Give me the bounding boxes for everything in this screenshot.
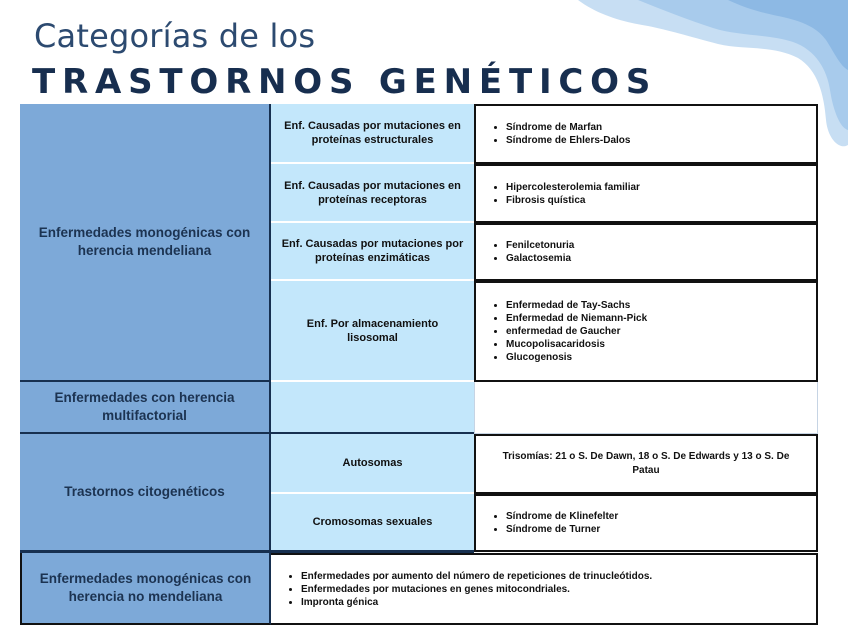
bullet-list: [490, 239, 574, 265]
list-item: • Fenilcetonuria: [506, 239, 574, 252]
subcategory-cell: [271, 382, 474, 432]
subcategory-cell: Cromosomas sexuales: [271, 494, 474, 550]
list-item: • Síndrome de Marfan: [506, 121, 630, 134]
list-item: • Hipercolesterolemia familiar: [506, 181, 640, 194]
items-cell: [474, 223, 818, 281]
category-cell: Enfermedades monogénicas con herencia mendeliana: [20, 104, 271, 380]
list-item: • Enfermedades por mutaciones en genes mitocondriales.: [301, 583, 652, 596]
subcategory-cell: Enf. Causadas por mutaciones por proteínas enzimáticas: [271, 223, 474, 279]
list-item: • Impronta génica: [301, 596, 652, 609]
items-cell: Trisomías: 21 o S. De Dawn, 18 o S. De Edwards y 13 o S. De Patau: [474, 434, 818, 494]
category-cell: Trastornos citogenéticos: [20, 434, 271, 550]
items-cell: [474, 494, 818, 552]
list-item: • Síndrome de Klinefelter: [506, 510, 618, 523]
list-item: • Fibrosis quística: [506, 194, 640, 207]
list-item: • Enfermedades por aumento del número de repeticiones de trinucleótidos.: [301, 570, 652, 583]
subcategory-cell: Autosomas: [271, 434, 474, 492]
title-line-2: TRASTORNOS GENÉTICOS: [32, 62, 658, 102]
bullet-list: [490, 181, 640, 207]
list-item: • Galactosemia: [506, 252, 574, 265]
list-item: • Enfermedad de Niemann-Pick: [506, 312, 647, 325]
list-item: • enfermedad de Gaucher: [506, 325, 647, 338]
title-line-1: Categorías de los: [34, 17, 316, 55]
items-cell: [474, 281, 818, 382]
bullet-list: [490, 121, 630, 147]
items-cell: [474, 104, 818, 164]
bullet-list: [285, 570, 652, 609]
category-cell: Enfermedades con herencia multifactorial: [20, 382, 271, 432]
list-item: • Enfermedad de Tay-Sachs: [506, 299, 647, 312]
items-cell: [271, 553, 818, 625]
list-item: • Mucopolisacaridosis: [506, 338, 647, 351]
subcategory-cell: Enf. Causadas por mutaciones en proteínas receptoras: [271, 164, 474, 221]
bullet-list: [490, 510, 618, 536]
bullet-list: [490, 299, 647, 364]
empty-items-cell: [474, 382, 818, 434]
list-item: • Síndrome de Turner: [506, 523, 618, 536]
list-item: • Glucogenosis: [506, 351, 647, 364]
items-cell: [474, 164, 818, 223]
subcategory-cell: Enf. Por almacenamiento lisosomal: [271, 281, 474, 380]
list-item: • Síndrome de Ehlers-Dalos: [506, 134, 630, 147]
category-cell: Enfermedades monogénicas con herencia no mendeliana: [20, 553, 271, 625]
subcategory-cell: Enf. Causadas por mutaciones en proteínas estructurales: [271, 104, 474, 162]
